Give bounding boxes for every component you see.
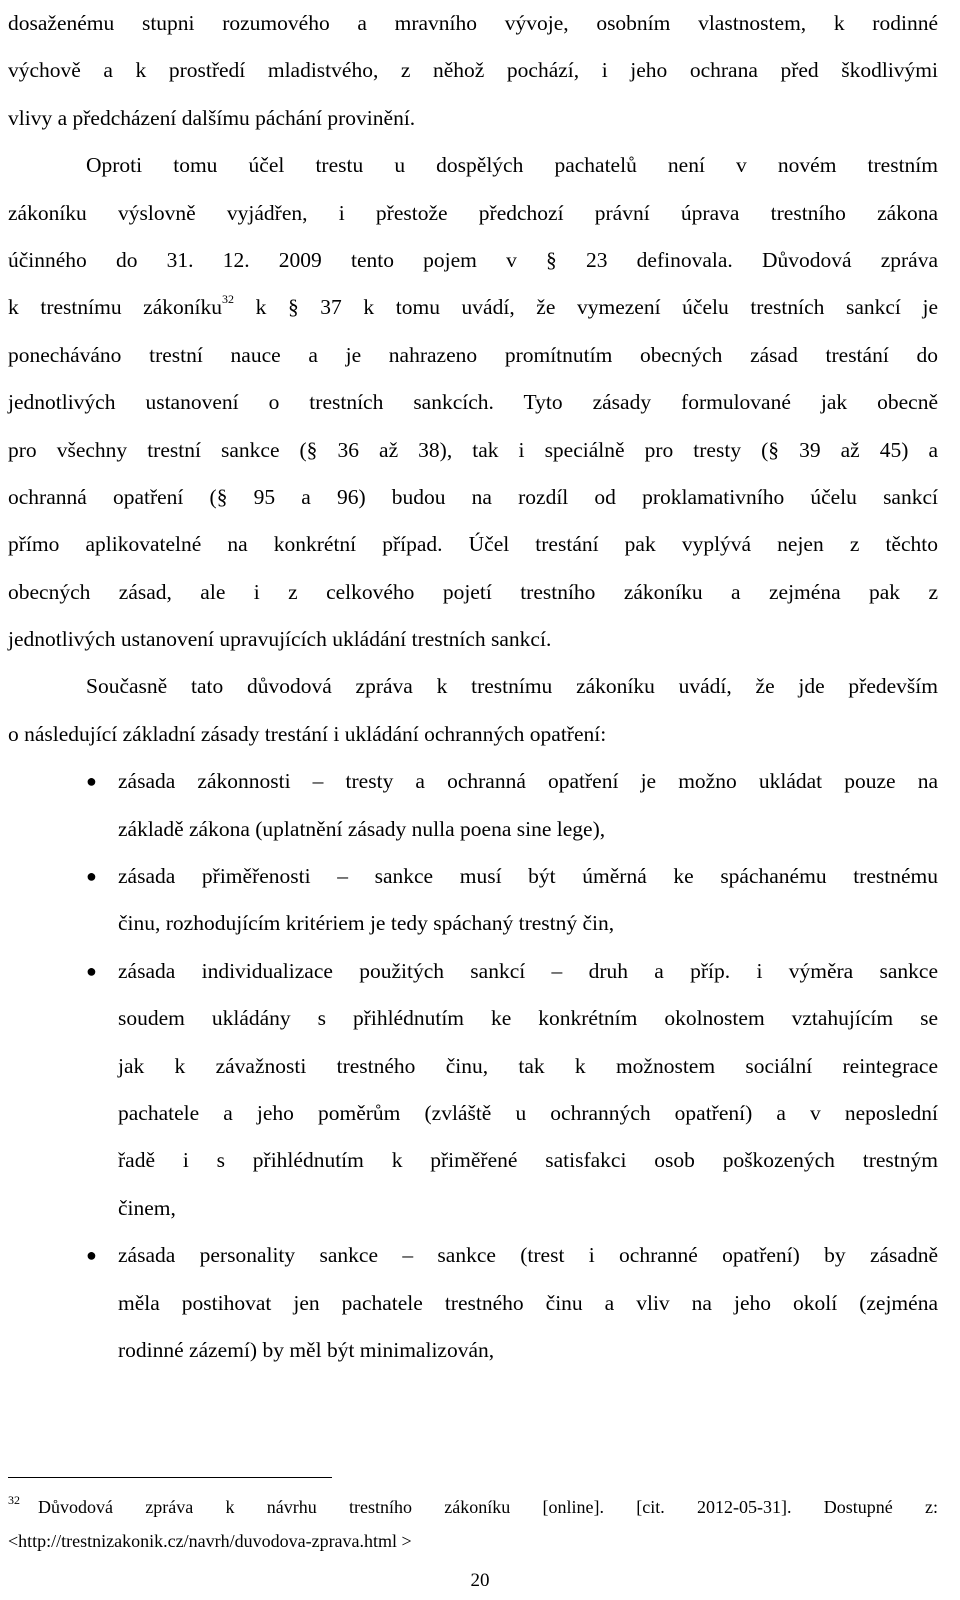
paragraph-line: o následující základní zásady trestání i ukládání ochranných opatření:: [8, 721, 607, 746]
list-item-line: ● zásada individualizace použitých sankcí – druh a příp. i výměra sankce: [8, 948, 938, 995]
paragraph-line: přímo aplikovatelné na konkrétní případ. Účel trestání pak vyplývá nejen z těchto: [8, 532, 938, 557]
list-item-line: činu, rozhodujícím kritériem je tedy spáchaný trestný čin,: [118, 911, 615, 936]
footnote-line: [8, 1490, 938, 1524]
bullet-icon: ●: [86, 960, 97, 981]
footnote-number: 32: [8, 1493, 20, 1507]
bullet-list: [8, 758, 938, 1374]
list-item: [8, 1232, 938, 1374]
list-item-line: soudem ukládány s přihlédnutím ke konkrétním okolnostem vztahujícím se: [118, 1006, 938, 1031]
paragraph-text: k trestnímu zákoníku: [8, 295, 222, 320]
list-item-line: základě zákona (uplatnění zásady nulla poena sine lege),: [118, 816, 606, 841]
bullet-icon: ●: [86, 866, 97, 887]
document-page: [8, 0, 938, 1374]
paragraph-line: Oproti tomu účel trestu u dospělých pachatelů není v novém trestním: [86, 153, 938, 178]
paragraph-line: účinného do 31. 12. 2009 tento pojem v § 23 definovala. Důvodová zpráva: [8, 247, 938, 272]
paragraph-text: k § 37 k tomu uvádí, že vymezení účelu trestních sankcí je: [255, 295, 939, 320]
paragraph-line: [8, 284, 938, 331]
list-item-line: ● zásada přiměřenosti – sankce musí být úměrná ke spáchanému trestnému: [8, 853, 938, 900]
list-item: [8, 758, 938, 853]
paragraph-line: jednotlivých ustanovení upravujících ukládání trestních sankcí.: [8, 627, 552, 652]
page-number: 20: [470, 1570, 490, 1591]
footnote: [8, 1490, 938, 1558]
footnote-text: Důvodová zpráva k návrhu trestního zákoníku [online]. [cit. 2012-05-31]. Dostupné z:: [38, 1497, 938, 1517]
list-item-line: ● zásada personality sankce – sankce (trest i ochranné opatření) by zásadně: [8, 1232, 938, 1279]
paragraph-line: výchově a k prostředí mladistvého, z něhož pochází, i jeho ochrana před škodlivými: [8, 58, 938, 83]
bullet-icon: ●: [86, 771, 97, 792]
paragraph-line: pro všechny trestní sankce (§ 36 až 38), tak i speciálně pro tresty (§ 39 až 45) a: [8, 437, 938, 462]
paragraph-line: zákoníku výslovně vyjádřen, i přestože předchozí právní úprava trestního zákona: [8, 200, 938, 225]
paragraph-line: ochranná opatření (§ 95 a 96) budou na rozdíl od proklamativního účelu sankcí: [8, 484, 938, 509]
paragraph-line: Současně tato důvodová zpráva k trestnímu zákoníku uvádí, že jde především: [86, 674, 938, 699]
paragraph-line: obecných zásad, ale i z celkového pojetí trestního zákoníku a zejména pak z: [8, 579, 938, 604]
list-item-line: měla postihovat jen pachatele trestného činu a vliv na jeho okolí (zejména: [118, 1290, 938, 1315]
paragraph-line: vlivy a předcházení dalšímu páchání provinění.: [8, 105, 416, 130]
bullet-icon: ●: [86, 1245, 97, 1266]
list-item-line: řadě i s přihlédnutím k přiměřené satisfakci osob poškozených trestným: [118, 1148, 938, 1173]
footnote-link[interactable]: <http://trestnizakonik.cz/navrh/duvodova-zprava.html >: [8, 1531, 412, 1551]
footnote-divider: [8, 1477, 332, 1478]
list-item: [8, 853, 938, 948]
list-item-line: jak k závažnosti trestného činu, tak k možnostem sociální reintegrace: [118, 1053, 938, 1078]
paragraph-line: ponecháváno trestní nauce a je nahrazeno promítnutím obecných zásad trestání do: [8, 342, 938, 367]
list-item-line: pachatele a jeho poměrům (zvláště u ochranných opatření) a v neposlední: [118, 1100, 938, 1125]
list-item-line: ● zásada zákonnosti – tresty a ochranná opatření je možno ukládat pouze na: [8, 758, 938, 805]
list-item: [8, 948, 938, 1232]
list-item-line: rodinné zázemí) by měl být minimalizován,: [118, 1337, 495, 1362]
footnote-reference: 32: [221, 292, 234, 307]
paragraph-line: dosaženému stupni rozumového a mravního vývoje, osobním vlastnostem, k rodinné: [8, 11, 938, 35]
list-item-line: činem,: [118, 1195, 176, 1220]
paragraph-line: jednotlivých ustanovení o trestních sankcích. Tyto zásady formulované jak obecně: [8, 390, 938, 415]
